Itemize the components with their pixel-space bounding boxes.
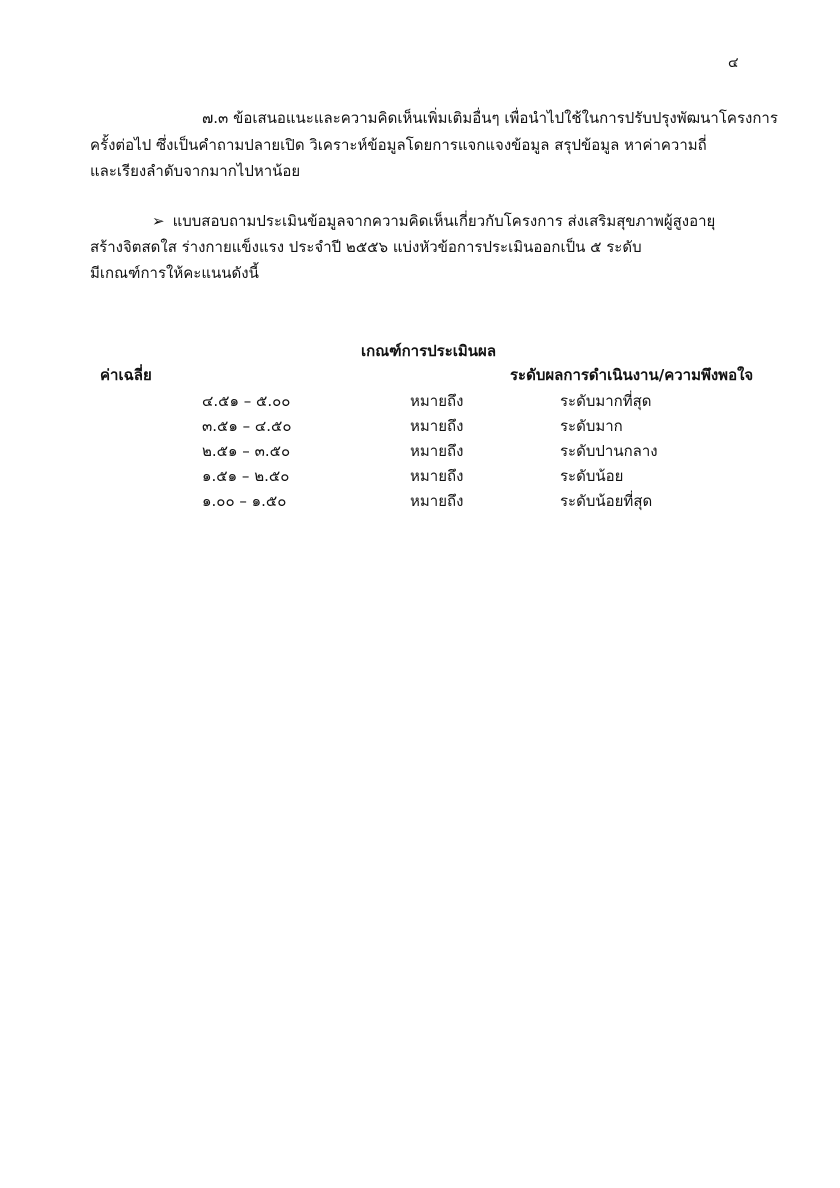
page-number: ๔ (728, 55, 739, 71)
paragraph1-line1: ๗.๓ ข้อเสนอแนะและความคิดเห็นเพิ่มเติมอื่นๆ เพื่อนำไปใช้ในการปรับปรุงพัฒนาโครงการ (202, 109, 778, 127)
criteria-row (0, 414, 840, 438)
criteria-row (0, 439, 840, 463)
criteria-row (0, 389, 840, 413)
criteria-means: หมายถึง (410, 417, 464, 435)
criteria-level: ระดับน้อยที่สุด (560, 492, 653, 510)
paragraph2-line1: แบบสอบถามประเมินข้อมูลจากความคิดเห็นเกี่ยวกับโครงการ ส่งเสริมสุขภาพผู้สูงอายุ (172, 212, 716, 230)
criteria-range: ๔.๕๑ – ๕.๐๐ (202, 392, 291, 410)
criteria-range: ๓.๕๑ – ๔.๕๐ (202, 417, 292, 435)
criteria-header-level: ระดับผลการดำเนินงาน/ความพึงพอใจ (510, 366, 754, 384)
criteria-level: ระดับมาก (560, 417, 623, 435)
criteria-means: หมายถึง (410, 467, 464, 485)
paragraph2-line3: มีเกณฑ์การให้คะแนนดังนี้ (90, 264, 259, 282)
paragraph1-line3: และเรียงลำดับจากมากไปหาน้อย (90, 162, 301, 180)
criteria-level: ระดับน้อย (560, 467, 624, 485)
arrow-bullet-icon: ➢ (152, 212, 165, 230)
criteria-title: เกณฑ์การประเมินผล (361, 342, 497, 360)
criteria-range: ๒.๕๑ – ๓.๕๐ (202, 442, 291, 460)
paragraph2-line1-wrap (152, 209, 715, 233)
criteria-row (0, 489, 840, 513)
criteria-row (0, 464, 840, 488)
criteria-header-mean: ค่าเฉลี่ย (100, 366, 152, 384)
criteria-range: ๑.๐๐ – ๑.๕๐ (202, 492, 287, 510)
criteria-level: ระดับมากที่สุด (560, 392, 652, 410)
criteria-means: หมายถึง (410, 442, 464, 460)
criteria-range: ๑.๕๑ – ๒.๕๐ (202, 467, 290, 485)
paragraph1-line2: ครั้งต่อไป ซึ่งเป็นคำถามปลายเปิด วิเคราะห์ข้อมูลโดยการแจกแจงข้อมูล สรุปข้อมูล หาค่าความถี่ (90, 136, 707, 154)
criteria-means: หมายถึง (410, 392, 464, 410)
criteria-means: หมายถึง (410, 492, 464, 510)
paragraph2-line2: สร้างจิตสดใส ร่างกายแข็งแรง ประจำปี ๒๕๕๖ แบ่งหัวข้อการประเมินออกเป็น ๕ ระดับ (90, 238, 642, 256)
criteria-level: ระดับปานกลาง (560, 442, 658, 460)
